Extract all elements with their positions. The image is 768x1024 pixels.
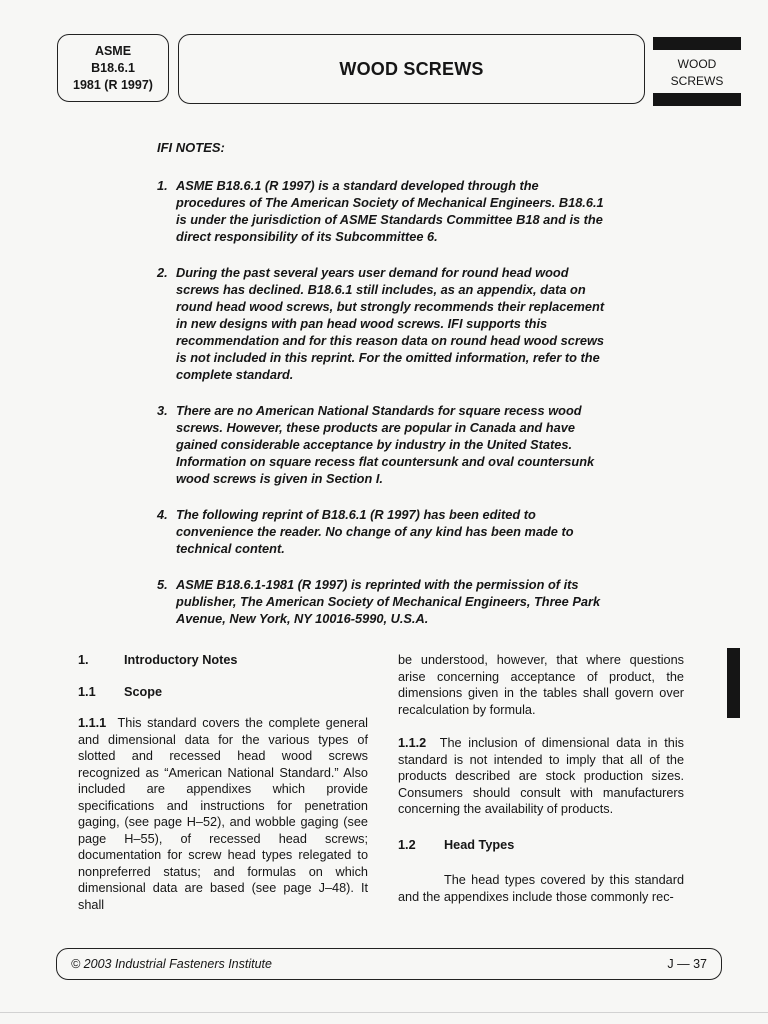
note-text: ASME B18.6.1 (R 1997) is a standard developed through the procedures of The American Society of Mechanical Engineers. B18.6.1 is under the jurisdiction of ASME Standards Committee B18 and is the direct responsibility of its Subcommittee 6. xyxy=(176,178,604,244)
paragraph-1-1-1-continued: be understood, however, that where questions arise concerning acceptance of product, the dimensions given in the tables shall govern over recalculation by formula. xyxy=(398,653,684,717)
page-title-box xyxy=(178,34,645,104)
section-number: 1. xyxy=(78,653,89,667)
note-text: ASME B18.6.1-1981 (R 1997) is reprinted with the permission of its publisher, The American Society of Mechanical Engineers, Three Park Avenue, New York, NY 10016-5990, U.S.A. xyxy=(176,577,601,626)
ifi-notes-heading: IFI NOTES: xyxy=(157,140,225,155)
paragraph-1-2: The head types covered by this standard and the appendixes include those commonly rec- xyxy=(398,873,684,904)
section-tab-line-2: SCREWS xyxy=(670,74,724,88)
standard-year: 1981 (R 1997) xyxy=(73,77,153,92)
paragraph-1-1-2 xyxy=(398,735,684,818)
note-text: During the past several years user demand for round head wood screws has declined. B18.6.1 still includes, as an appendix, data on round head wood screws, but strongly recommends their replacement in new designs with pan head wood screws. IFI supports this recommendation and for this reason data on round head wood screws is not included in this reprint. For the omitted information, refer to the complete standard. xyxy=(176,265,605,382)
note-number: 2. xyxy=(157,265,168,280)
note-number: 1. xyxy=(157,178,168,193)
paragraph-number: 1.1.2 xyxy=(398,736,427,750)
section-number: 1.2 xyxy=(398,837,416,852)
ifi-note xyxy=(157,506,607,557)
bottom-rule xyxy=(0,1012,768,1013)
ifi-note xyxy=(157,576,607,627)
body-column-left xyxy=(78,652,368,913)
standard-number: B18.6.1 xyxy=(91,60,135,75)
footer-page-number: J — 37 xyxy=(667,957,707,971)
section-tab-bottom-bar xyxy=(653,93,741,106)
section-title: Introductory Notes xyxy=(124,653,238,667)
paragraph-text: The inclusion of dimensional data in this standard is not intended to imply that all of the products described are stock production sizes. Consumers should consult with manufacturers concerning the availability of products. xyxy=(398,736,684,816)
note-text: The following reprint of B18.6.1 (R 1997) has been edited to convenience the reader. No change of any kind has been made to technical content. xyxy=(176,507,574,556)
section-number: 1.1 xyxy=(78,684,96,699)
ifi-note xyxy=(157,177,607,245)
section-heading-scope xyxy=(78,684,368,701)
section-heading-head-types xyxy=(398,837,684,854)
section-tab-top-bar xyxy=(653,37,741,50)
page-footer xyxy=(56,948,722,980)
paragraph-1-1-1 xyxy=(78,715,368,913)
section-tab-line-1: WOOD xyxy=(677,57,717,71)
ifi-note xyxy=(157,264,607,383)
standard-org: ASME xyxy=(94,43,132,58)
standard-designation-box xyxy=(57,34,169,102)
ifi-notes xyxy=(157,140,607,646)
note-number: 5. xyxy=(157,577,168,592)
section-tab-label xyxy=(653,56,741,90)
section-title: Head Types xyxy=(444,837,515,852)
note-number: 3. xyxy=(157,403,168,418)
paragraph-text: This standard covers the complete general and dimensional data for the various types of slotted and recessed head wood screws recognized as “American National Standard.” Also included are appendixes which provide specifications and instructions for penetration gaging, (see page H–52), and wobble gaging (see page H–55), of recessed head screws; documentation for screw head types relegated to nonpreferred status; and formulas on which dimensional data are based (see page J–48). It shall xyxy=(78,716,368,912)
note-text: There are no American National Standards for square recess wood screws. However, these products are popular in Canada and have gained considerable acceptance by industry in the United States. Information on square recess flat countersunk and oval countersunk wood screws is given in Section I. xyxy=(176,403,595,486)
section-marker-bar xyxy=(727,648,740,718)
body-column-right xyxy=(398,652,684,905)
paragraph-number: 1.1.1 xyxy=(78,716,107,730)
section-heading-introductory-notes xyxy=(78,652,368,669)
ifi-note xyxy=(157,402,607,487)
note-number: 4. xyxy=(157,507,168,522)
section-title: Scope xyxy=(124,684,163,699)
page-title: WOOD SCREWS xyxy=(339,58,484,79)
footer-copyright: © 2003 Industrial Fasteners Institute xyxy=(71,957,272,971)
